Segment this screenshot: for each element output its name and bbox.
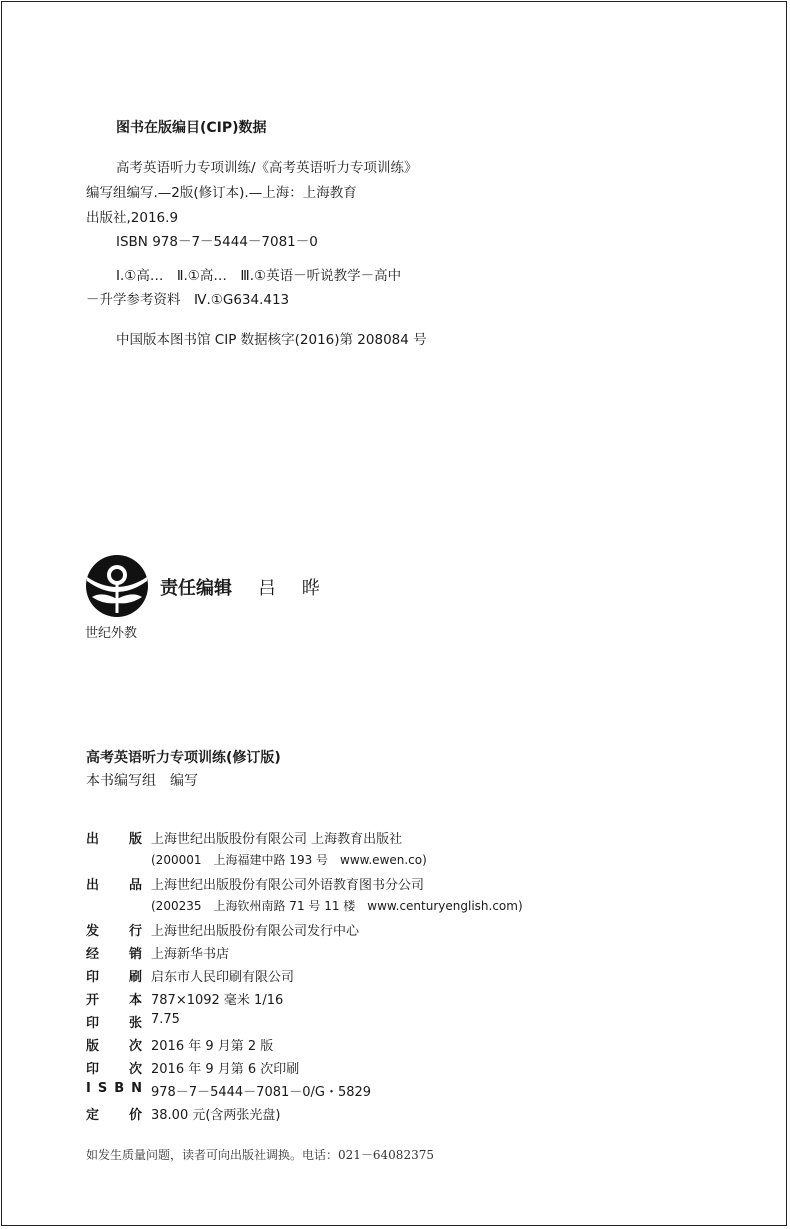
cip-isbn: ISBN 978－7－5444－7081－0	[116, 234, 318, 250]
producer-address: (200235 上海钦州南路 71 号 11 楼 www.centuryenglish.com)	[151, 899, 523, 913]
printer-value: 启东市人民印刷有限公司	[151, 970, 295, 985]
editor-label: 责任编辑	[160, 578, 232, 599]
seller-label: 经 销	[86, 947, 142, 962]
isbn-value: 978－7－5444－7081－0/G・5829	[151, 1085, 372, 1100]
book-authors: 本书编写组 编写	[86, 773, 198, 789]
cip-line: －升学参考资料 Ⅳ.①G634.413	[86, 292, 290, 308]
cip-line: 高考英语听力专项训练/《高考英语听力专项训练》	[116, 160, 418, 176]
cip-record-number: 中国版本图书馆 CIP 数据核字(2016)第 208084 号	[116, 332, 427, 348]
quality-notice: 如发生质量问题，读者可向出版社调换。电话：021－64082375	[86, 1148, 434, 1162]
price-value: 38.00 元(含两张光盘)	[151, 1108, 281, 1123]
seller-value: 上海新华书店	[151, 947, 230, 962]
isbn-label: I S B N	[86, 1081, 142, 1096]
edition-value: 2016 年 9 月第 2 版	[151, 1039, 274, 1054]
book-title: 高考英语听力专项训练(修订版)	[86, 750, 281, 766]
cip-line: 编写组编写.—2版(修订本).—上海：上海教育	[86, 185, 357, 201]
price-label: 定 价	[86, 1108, 142, 1123]
publisher-address: (200001 上海福建中路 193 号 www.ewen.co)	[151, 853, 427, 867]
sheets-label: 印 张	[86, 1016, 142, 1031]
cip-line: Ⅰ.①高… Ⅱ.①高… Ⅲ.①英语－听说教学－高中	[116, 268, 402, 284]
publisher-value: 上海世纪出版股份有限公司 上海教育出版社	[151, 832, 403, 847]
edition-label: 版 次	[86, 1039, 142, 1054]
logo-text: 世纪外教	[85, 626, 138, 641]
publisher-label: 出 版	[86, 832, 142, 847]
format-label: 开 本	[86, 993, 142, 1008]
sheets-value: 7.75	[151, 1012, 180, 1027]
producer-value: 上海世纪出版股份有限公司外语教育图书分公司	[151, 878, 425, 893]
cip-line: 出版社,2016.9	[86, 210, 179, 226]
editor-name: 吕 晔	[258, 578, 330, 599]
printer-label: 印 刷	[86, 970, 142, 985]
distributor-value: 上海世纪出版股份有限公司发行中心	[151, 924, 360, 939]
publisher-logo-icon	[84, 553, 150, 619]
distributor-label: 发 行	[86, 924, 142, 939]
printing-value: 2016 年 9 月第 6 次印刷	[151, 1062, 300, 1077]
producer-label: 出 品	[86, 878, 142, 893]
cip-title: 图书在版编目(CIP)数据	[116, 120, 267, 136]
format-value: 787×1092 毫米 1/16	[151, 993, 284, 1008]
printing-label: 印 次	[86, 1062, 142, 1077]
